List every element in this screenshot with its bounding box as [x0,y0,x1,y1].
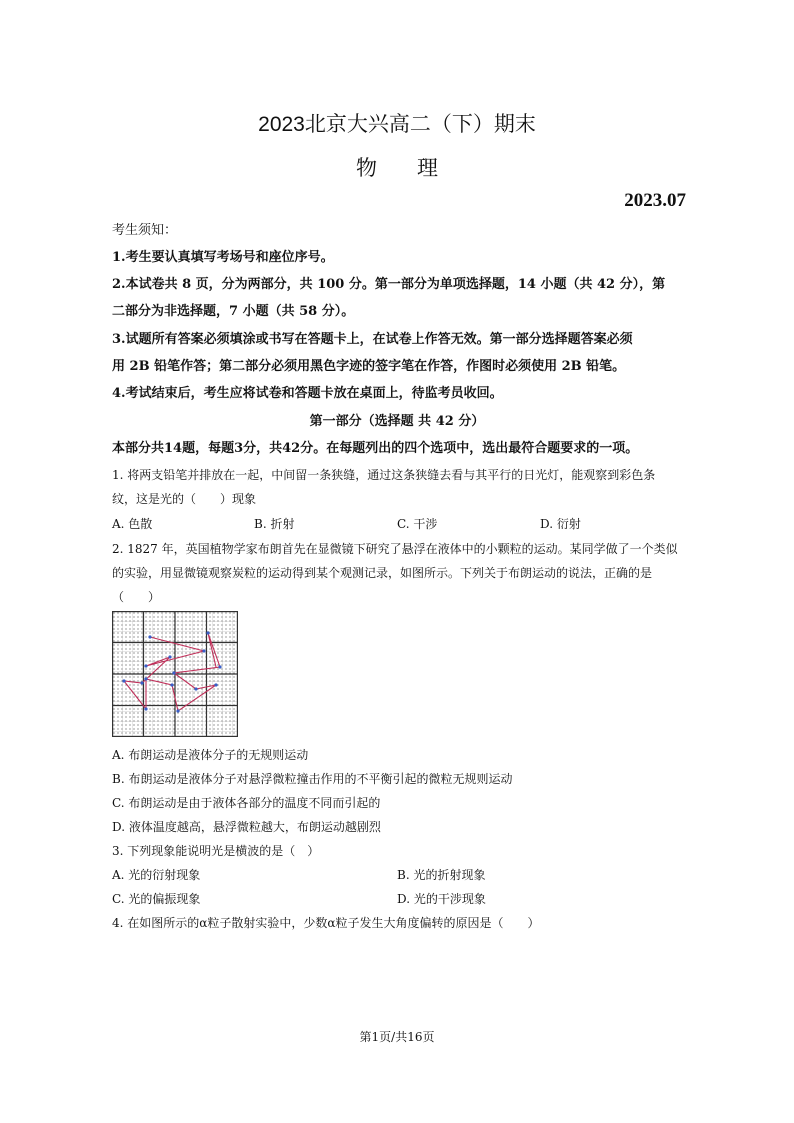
subject-title: 物理 [356,156,478,180]
notice-heading: 考生须知： [112,223,178,238]
q1-stem-line1: 1. 将两支铅笔并排放在一起，中间留一条狭缝，通过这条狭缝去看与其平行的日光灯，能观察到彩色条 [112,468,656,482]
q2-stem-line1: 2. 1827 年，英国植物学家布朗首先在显微镜下研究了悬浮在液体中的小颗粒的运动。某同学做了一个类似 [112,542,678,556]
brownian-motion-figure [112,611,238,737]
q1-option-d: D. 衍射 [540,517,581,531]
q1-option-b: B. 折射 [254,517,295,531]
q3-option-d: D. 光的干涉现象 [397,892,486,906]
q3-option-b: B. 光的折射现象 [397,868,486,882]
q2-option-b: B. 布朗运动是液体分子对悬浮微粒撞击作用的不平衡引起的微粒无规则运动 [112,772,513,786]
notice-item-3-line2: 用 2B 铅笔作答；第二部分必须用黑色字迹的签字笔在作答，作图时必须使用 2B 铅笔。 [112,359,626,374]
q1-option-a: A. 色散 [112,517,153,531]
page-footer: 第1页/共16页 [359,1030,435,1044]
exam-date: 2023.07 [624,190,686,211]
q3-option-a: A. 光的衍射现象 [112,868,201,882]
notice-item-4: 4.考试结束后，考生应将试卷和答题卡放在桌面上，待监考员收回。 [112,386,503,401]
q4-stem: 4. 在如图所示的α粒子散射实验中，少数α粒子发生大角度偏转的原因是（ ） [112,916,540,930]
brownian-motion-diagram [112,611,238,737]
exam-title: 2023北京大兴高二（下）期末 [258,113,536,136]
q2-option-d: D. 液体温度越高，悬浮微粒越大，布朗运动越剧烈 [112,820,381,834]
notice-item-3-line1: 3.试题所有答案必须填涂或书写在答题卡上，在试卷上作答无效。第一部分选择题答案必须 [112,332,633,347]
q2-stem-line2: 的实验，用显微镜观察炭粒的运动得到某个观测记录，如图所示。下列关于布朗运动的说法，正确的是 [112,566,653,580]
q1-option-c: C. 干涉 [397,517,438,531]
part1-heading: 第一部分（选择题 共 42 分） [309,414,485,429]
notice-item-1: 1.考生要认真填写考场号和座位序号。 [112,250,334,265]
notice-item-2-line2: 二部分为非选择题，7 小题（共 58 分）。 [112,304,355,319]
q2-option-a: A. 布朗运动是液体分子的无规则运动 [112,748,309,762]
part1-intro: 本部分共14题，每题3分，共42分。在每题列出的四个选项中，选出最符合题要求的一项。 [112,441,639,456]
q3-stem: 3. 下列现象能说明光是横波的是（ ） [112,844,320,858]
q2-option-c: C. 布朗运动是由于液体各部分的温度不同而引起的 [112,796,381,810]
q3-option-c: C. 光的偏振现象 [112,892,201,906]
notice-item-2-line1: 2.本试卷共 8 页，分为两部分，共 100 分。第一部分为单项选择题，14 小题（共 42 分），第 [112,277,666,292]
q1-stem-line2: 纹，这是光的（ ）现象 [112,492,257,506]
q2-stem-line3: （ ） [112,590,161,604]
